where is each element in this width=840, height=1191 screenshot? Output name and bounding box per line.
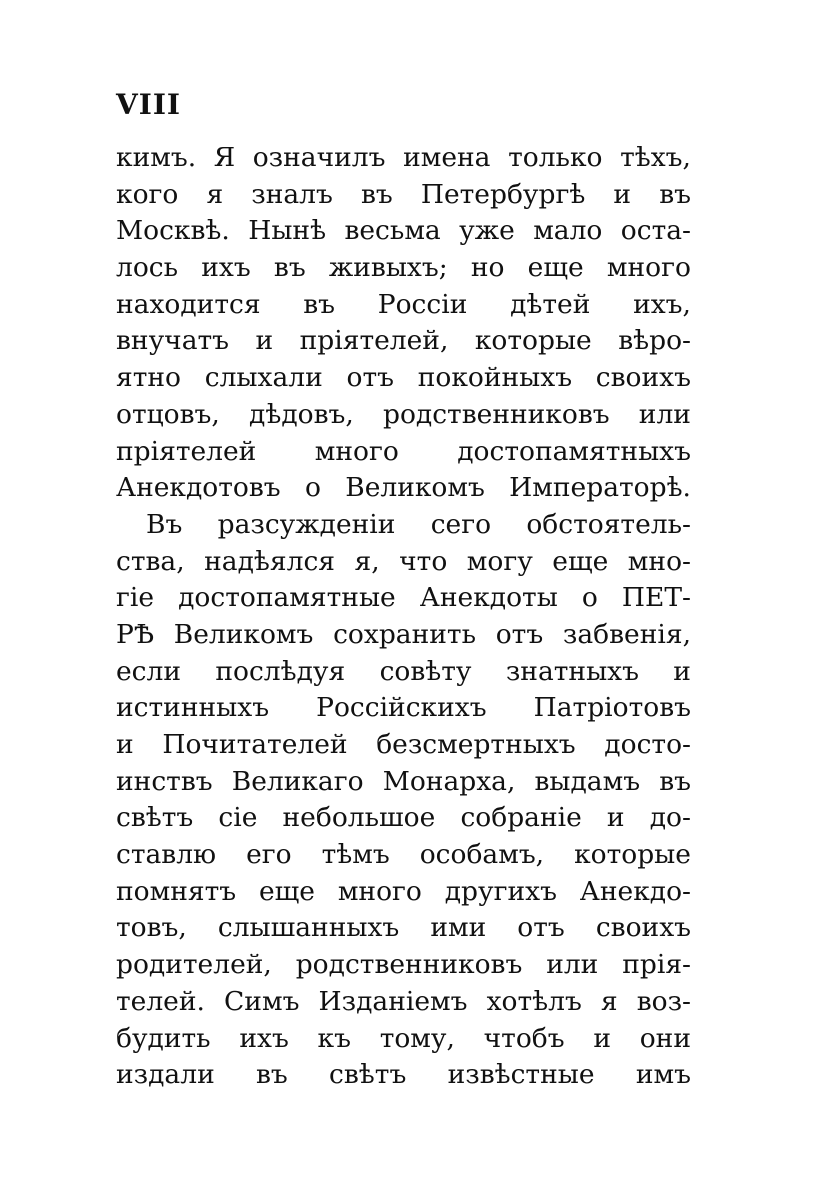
word: и (606, 802, 625, 834)
word: но (470, 252, 505, 284)
word: много (606, 252, 691, 284)
word: я, (354, 545, 380, 577)
word: досто- (604, 729, 691, 760)
word: надѣялся (204, 545, 336, 577)
word: въ (659, 765, 691, 797)
word: послѣдуя (215, 655, 346, 687)
word: Симъ (224, 985, 300, 1017)
text-line (116, 544, 691, 581)
word: въ (303, 288, 336, 320)
word: имена (403, 142, 491, 173)
word: Великаго (231, 765, 364, 797)
word: своихъ (595, 362, 691, 394)
word: къ (317, 1022, 351, 1054)
word: ства, (116, 545, 185, 577)
word: и (613, 178, 632, 210)
word: ими (430, 912, 487, 944)
text-line (116, 323, 691, 360)
word: кимъ. (116, 142, 197, 173)
word: имъ (635, 1059, 691, 1091)
word: небольшое (282, 802, 436, 834)
word: Я (213, 142, 236, 173)
word: или (546, 949, 599, 981)
word: мно- (627, 545, 691, 577)
word: достопамятныхъ (457, 435, 691, 467)
word: родителей, (116, 949, 272, 981)
word: покойныхъ (417, 362, 573, 394)
word: своихъ (595, 912, 691, 944)
text-line (116, 727, 691, 764)
text-line (116, 397, 691, 434)
text-line (116, 874, 691, 911)
word: въ (273, 252, 306, 284)
word: будить (116, 1022, 211, 1054)
text-line (116, 910, 691, 947)
word: отъ (346, 362, 394, 394)
word: еще (258, 875, 315, 907)
word: оста- (620, 215, 691, 247)
text-line (116, 360, 691, 397)
word: и (593, 1022, 611, 1054)
word: свѣтъ (329, 1059, 407, 1091)
word: телей. (116, 985, 205, 1017)
word: живыхъ; (328, 252, 448, 284)
word: безсмертныхъ (376, 729, 576, 760)
word: воз- (636, 985, 691, 1017)
word: находится (116, 288, 261, 320)
word: издали (116, 1059, 215, 1091)
word: въ (360, 178, 393, 210)
word: Великомъ (345, 472, 485, 504)
body-text (116, 140, 691, 1094)
word: собраніе (460, 802, 582, 834)
word: могу (466, 545, 533, 577)
word: Анекдотовъ (116, 472, 281, 504)
word: инствъ (116, 765, 213, 797)
text-line (116, 654, 691, 691)
word: внучатъ (116, 325, 230, 357)
word: и (255, 325, 274, 357)
word: ихъ, (633, 288, 691, 320)
word: гіе (116, 582, 155, 614)
word: дѣтей (510, 288, 591, 320)
word: истинныхъ (116, 692, 270, 724)
text-line (116, 470, 691, 507)
word: хотѣлъ (486, 985, 582, 1017)
word: Анекдо- (579, 875, 691, 907)
word: уже (459, 215, 515, 247)
word: если (116, 655, 182, 687)
word: Анекдоты (419, 582, 558, 614)
word: помнятъ (116, 875, 237, 907)
word: въ (659, 178, 691, 210)
word: Нынѣ (248, 215, 327, 247)
word: тѣхъ, (620, 142, 691, 173)
word: выдамъ (534, 765, 641, 797)
word: пріятелей (116, 435, 257, 467)
word: кого (116, 178, 179, 210)
word: которые (574, 839, 691, 871)
word: и (116, 729, 134, 760)
text-line (116, 580, 691, 617)
word: ПЕТ- (621, 582, 691, 614)
word: я (600, 985, 618, 1017)
word: особамъ, (419, 839, 545, 871)
text-line (116, 947, 691, 984)
word: они (639, 1022, 691, 1054)
word: Монарха, (382, 765, 516, 797)
text-line (116, 837, 691, 874)
word: отъ (495, 618, 544, 650)
text-line (116, 690, 691, 727)
word: что (399, 545, 448, 577)
text-line (116, 250, 691, 287)
page-number: VIII (116, 88, 182, 121)
word: достопамятные (178, 582, 396, 614)
word: Россійскихъ (316, 692, 487, 724)
text-line (116, 1021, 691, 1058)
text-line (116, 507, 691, 544)
word: Москвѣ. (116, 215, 230, 247)
word: Въ (146, 508, 183, 540)
word: тѣмъ (321, 839, 390, 871)
word: знатныхъ (505, 655, 639, 687)
text-line (116, 177, 691, 214)
word: его (246, 839, 292, 871)
word: Патріотовъ (533, 692, 691, 724)
word: родственниковъ (295, 949, 523, 981)
word: еще (552, 545, 609, 577)
text-line (116, 800, 691, 837)
word: до- (649, 802, 691, 834)
word: вѣро- (618, 325, 691, 357)
word: Россіи (377, 288, 468, 320)
word: совѣту (379, 655, 472, 687)
word: Императорѣ. (509, 472, 691, 504)
word: я (206, 178, 224, 210)
word: слышанныхъ (217, 912, 400, 944)
text-line (116, 434, 691, 471)
word: разсужденіи (217, 508, 396, 540)
word: ихъ (239, 1022, 289, 1054)
word: Великомъ (173, 618, 314, 650)
text-line (116, 617, 691, 654)
word: дѣдовъ, (249, 398, 354, 430)
word: много (314, 435, 399, 467)
word: слыхали (204, 362, 323, 394)
word: въ (256, 1059, 288, 1091)
word: которые (474, 325, 592, 357)
word: ятно (116, 362, 181, 394)
word: Петербургѣ (420, 178, 586, 210)
word: родственниковъ (382, 398, 610, 430)
word: РѢ (116, 618, 155, 650)
word: или (638, 398, 691, 430)
word: Изданіемъ (318, 985, 468, 1017)
word: прія- (622, 949, 691, 981)
word: отъ (517, 912, 565, 944)
word: много (337, 875, 422, 907)
text-line (116, 140, 691, 177)
word: сіе (218, 802, 258, 834)
word: ставлю (116, 839, 217, 871)
word: весьма (344, 215, 441, 247)
word: сего (430, 508, 492, 540)
word: зналъ (251, 178, 333, 210)
word: мало (533, 215, 603, 247)
word: ихъ (201, 252, 251, 284)
word: свѣтъ (116, 802, 194, 834)
word: означилъ (252, 142, 386, 173)
word: и (673, 655, 691, 687)
word: тому, (379, 1022, 455, 1054)
word: о (581, 582, 598, 614)
word: только (508, 142, 603, 173)
text-line (116, 213, 691, 250)
text-line (116, 764, 691, 801)
word: о (304, 472, 321, 504)
word: сохранить (333, 618, 477, 650)
word: чтобъ (483, 1022, 565, 1054)
word: извѣстные (447, 1059, 595, 1091)
text-line (116, 1057, 691, 1094)
word: лось (116, 252, 179, 284)
text-line (116, 984, 691, 1021)
word: товъ, (116, 912, 187, 944)
word: еще (527, 252, 584, 284)
word: Почитателей (162, 729, 348, 760)
word: отцовъ, (116, 398, 220, 430)
text-line (116, 287, 691, 324)
word: пріятелей, (299, 325, 449, 357)
word: другихъ (444, 875, 557, 907)
word: обстоятель- (526, 508, 691, 540)
word: забвенія, (562, 618, 691, 650)
